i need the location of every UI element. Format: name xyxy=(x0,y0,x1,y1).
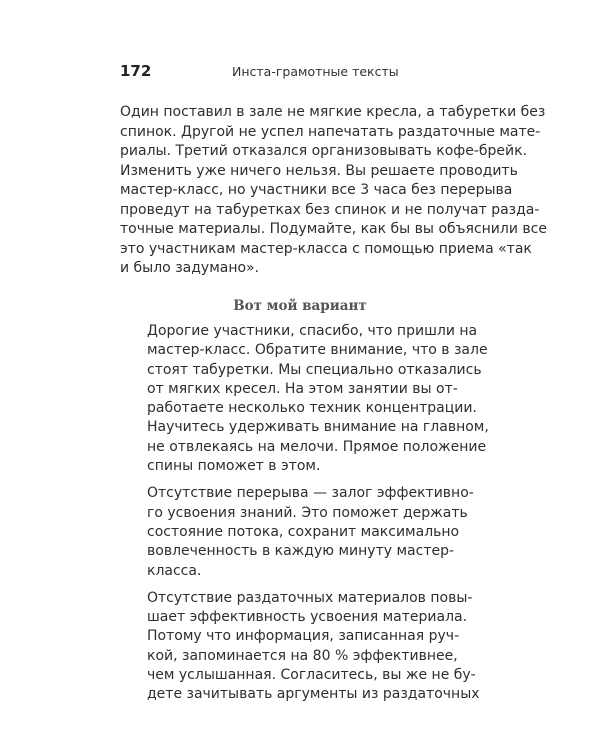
text-line: проведут на табуретках без спинок и не получат разда- xyxy=(120,201,540,218)
text-line: Один поставил в зале не мягкие кресла, а табуретки без xyxy=(120,104,546,120)
text-line: точные материалы. Подумайте, как бы вы объяснили все xyxy=(120,221,547,237)
text-line: мастер-класс. Обратите внимание, что в зале xyxy=(147,342,488,359)
text-line: от мягких кресел. На этом занятии вы от- xyxy=(147,380,458,397)
text-line: чем услышанная. Согласитесь, вы же не бу- xyxy=(147,667,476,684)
text-line: это участникам мастер-класса с помощью приема «так xyxy=(120,240,532,257)
example-heading: Вот мой вариант xyxy=(233,298,367,314)
text-line: го усвоения знаний. Это поможет держать xyxy=(147,504,468,521)
text-line: состояние потока, сохранит максимально xyxy=(147,523,460,540)
text-line: и было задумано». xyxy=(120,260,260,276)
text-line: шает эффективность усвоения материала. xyxy=(147,609,468,626)
running-title: Инста-грамотные тексты xyxy=(232,64,399,79)
intro-paragraph xyxy=(120,103,547,279)
text-line: Потому что информация, записанная руч- xyxy=(147,628,460,645)
text-line: спинок. Другой не успел напечатать раздаточные мате- xyxy=(120,123,541,140)
text-line: Отсутствие перерыва — залог эффективно- xyxy=(147,485,474,502)
text-line: класса. xyxy=(147,562,202,579)
example-paragraph xyxy=(147,322,489,476)
text-line: риалы. Третий отказался организовывать кофе-брейк. xyxy=(120,143,528,159)
page-number: 172 xyxy=(120,62,152,80)
text-line: Дорогие участники, спасибо, что пришли на xyxy=(147,323,478,339)
text-line: дете зачитывать аргументы из раздаточных xyxy=(147,686,480,703)
example-block xyxy=(147,322,489,705)
text-line: работаете несколько техник концентрации. xyxy=(147,400,477,417)
text-line: не отвлекаясь на мелочи. Прямое положение xyxy=(147,438,487,455)
text-line: стоят табуретки. Мы специально отказались xyxy=(147,361,482,378)
text-line: Отсутствие раздаточных материалов повы- xyxy=(147,589,473,606)
example-paragraph xyxy=(147,589,480,705)
example-paragraph xyxy=(147,484,474,580)
text-line: спины поможет в этом. xyxy=(147,458,321,475)
text-line: кой, запоминается на 80 % эффективнее, xyxy=(147,647,458,664)
text-line: вовлеченность в каждую минуту мастер- xyxy=(147,543,455,560)
text-line: Научитесь удерживать внимание на главном, xyxy=(147,419,489,436)
text-line: мастер-класс, но участники все 3 часа без перерыва xyxy=(120,182,513,198)
text-line: Изменить уже ничего нельзя. Вы решаете проводить xyxy=(120,162,518,179)
